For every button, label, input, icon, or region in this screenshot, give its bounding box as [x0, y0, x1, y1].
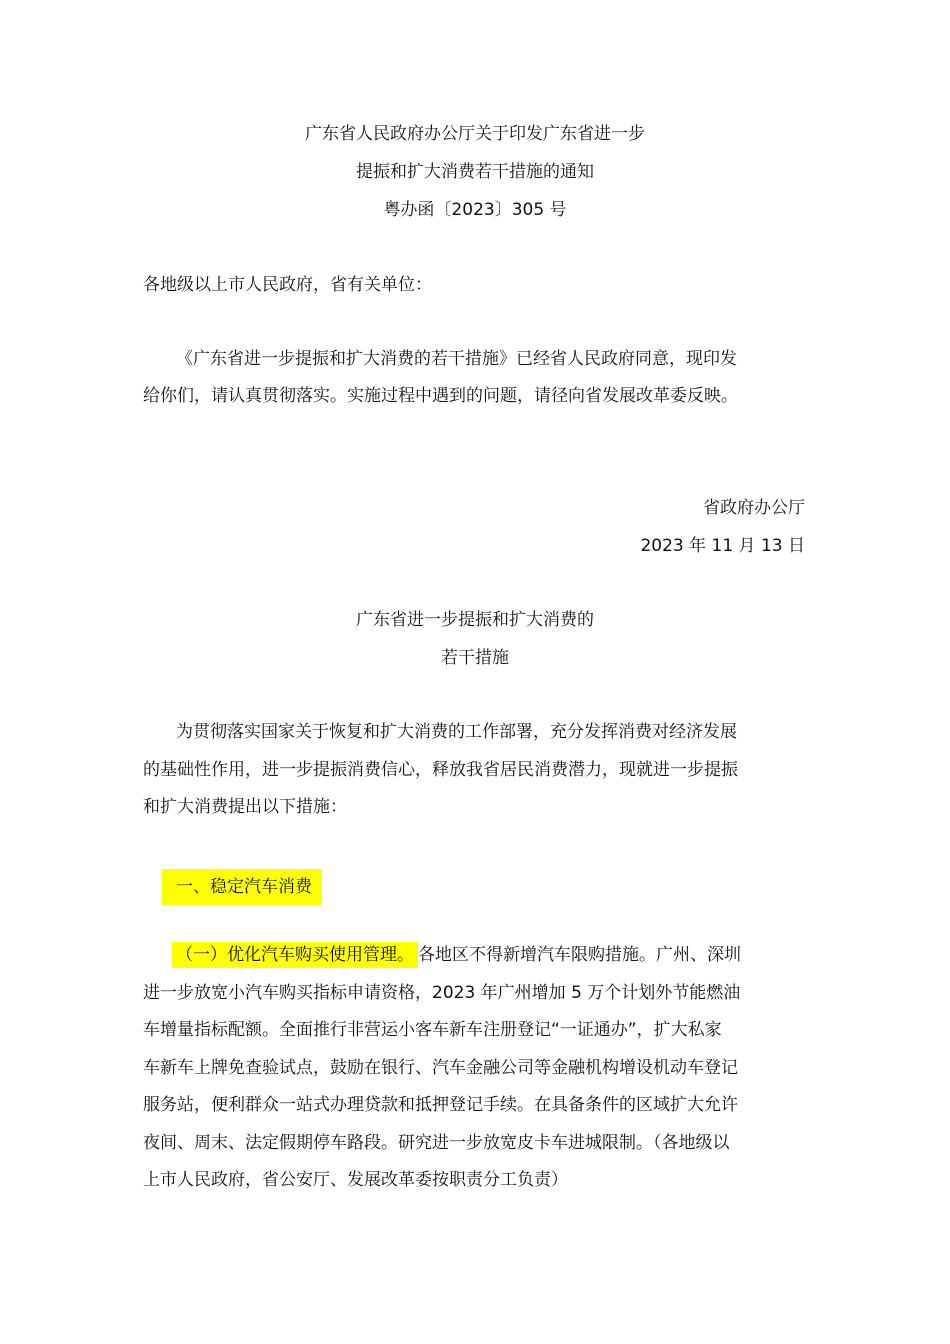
- item-1-line-4: 车新车上牌免查验试点，鼓励在银行、汽车金融公司等金融机构增设机动车登记: [143, 1058, 738, 1078]
- item-1-highlighted-heading: （一）优化汽车购买使用管理。: [172, 942, 418, 968]
- section-heading-text: 一、稳定汽车消费: [162, 869, 322, 905]
- measures-title-line-1: 广东省进一步提振和扩大消费的: [356, 610, 594, 630]
- item-1-line-3: 车增量指标配额。全面推行非营运小客车新车注册登记“一证通办”，扩大私家: [143, 1020, 722, 1040]
- issue-date: 2023 年 11 月 13 日: [640, 536, 805, 556]
- salutation: 各地级以上市人民政府，省有关单位：: [143, 275, 432, 295]
- item-1-line-6: 夜间、周末、法定假期停车路段。研究进一步放宽皮卡车进城限制。（各地级以: [143, 1133, 730, 1153]
- issuer: 省政府办公厅: [703, 498, 805, 518]
- title-line-1: 广东省人民政府办公厅关于印发广东省进一步: [305, 124, 645, 144]
- item-1-line-2: 进一步放宽小汽车购买指标申请资格，2023 年广州增加 5 万个计划外节能燃油: [143, 983, 741, 1003]
- measures-title-line-2: 若干措施: [441, 648, 509, 668]
- item-1-line-7: 上市人民政府，省公安厅、发展改革委按职责分工负责）: [143, 1170, 568, 1190]
- document-number: 粤办函〔2023〕305 号: [383, 200, 567, 220]
- item-1-line-1-text: 各地区不得新增汽车限购措施。广州、深圳: [418, 945, 741, 965]
- title-line-2: 提振和扩大消费若干措施的通知: [356, 162, 594, 182]
- item-1-line-1: [176, 943, 741, 967]
- intro-line-3: 和扩大消费提出以下措施：: [143, 797, 347, 817]
- intro-line-2: 的基础性作用，进一步提振消费信心，释放我省居民消费潜力，现就进一步提振: [143, 760, 738, 780]
- item-1-line-5: 服务站，便利群众一站式办理贷款和抵押登记手续。在具备条件的区域扩大允许: [143, 1095, 738, 1115]
- section-heading: [161, 869, 332, 899]
- intro-line-1: 为贯彻落实国家关于恢复和扩大消费的工作部署，充分发挥消费对经济发展: [176, 722, 737, 742]
- notice-body-line-1: 《广东省进一步提振和扩大消费的若干措施》已经省人民政府同意，现印发: [176, 349, 737, 369]
- notice-body-line-2: 给你们，请认真贯彻落实。实施过程中遇到的问题，请径向省发展改革委反映。: [143, 386, 738, 406]
